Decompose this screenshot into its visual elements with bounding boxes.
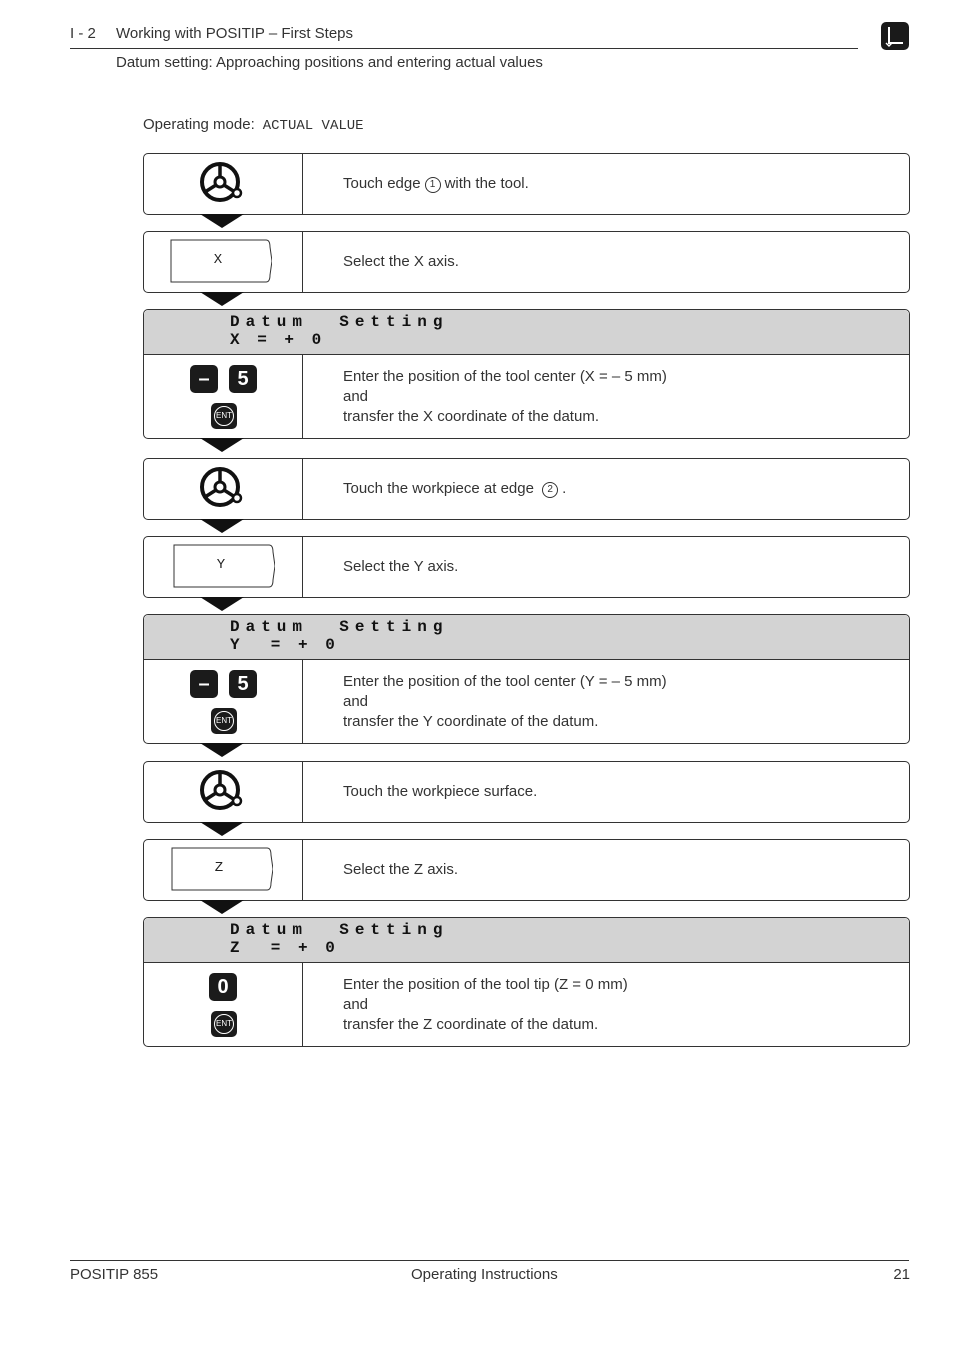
- step-select-x: [143, 231, 910, 293]
- minus-key[interactable]: –: [190, 670, 218, 698]
- ent-key-label: ENT: [214, 406, 234, 426]
- step-key-cell: [144, 660, 303, 743]
- screen-line-2: Z = + 0: [230, 939, 339, 957]
- ent-key[interactable]: [211, 1011, 237, 1037]
- footer-rule: [70, 1260, 909, 1261]
- step-description: Touch the workpiece at edge 2 .: [343, 480, 567, 497]
- ent-key[interactable]: [211, 403, 237, 429]
- operating-mode: [143, 116, 364, 134]
- edge-marker-2: 2: [542, 482, 558, 498]
- axis-key-y[interactable]: [173, 544, 275, 588]
- step-touch-edge-1: [143, 153, 910, 215]
- step-select-y: [143, 536, 910, 598]
- step-key-cell: [144, 963, 303, 1046]
- axis-key-label: Z: [214, 860, 224, 876]
- handwheel-icon: [199, 465, 245, 511]
- digit-0-key[interactable]: 0: [209, 973, 237, 1001]
- step-icon-cell: [144, 154, 303, 214]
- display-screen: [144, 310, 909, 355]
- ent-key-label: ENT: [214, 711, 234, 731]
- step-datum-z: [143, 917, 910, 1047]
- step-icon-cell: [144, 762, 303, 822]
- flow-arrow: [200, 743, 244, 757]
- step-description: Select the Y axis.: [343, 558, 459, 575]
- page-subtitle: Datum setting: Approaching positions and entering actual values: [116, 54, 543, 71]
- step-touch-edge-2: [143, 458, 910, 520]
- step-icon-cell: [144, 459, 303, 519]
- step-touch-surface: [143, 761, 910, 823]
- flow-arrow: [200, 438, 244, 452]
- ent-key[interactable]: [211, 708, 237, 734]
- header-rule: [70, 48, 858, 49]
- axis-key-z[interactable]: [171, 847, 273, 891]
- minus-key[interactable]: –: [190, 365, 218, 393]
- digit-5-key[interactable]: 5: [229, 670, 257, 698]
- step-description: Touch edge 1 with the tool.: [343, 175, 529, 192]
- edge-marker-1: 1: [425, 177, 441, 193]
- section-number: I - 2: [70, 25, 96, 42]
- screen-line-1: Datum Setting: [230, 618, 449, 636]
- flow-arrow: [200, 900, 244, 914]
- step-select-z: [143, 839, 910, 901]
- step-datum-y: [143, 614, 910, 744]
- step-description: Select the X axis.: [343, 253, 459, 270]
- digit-5-key[interactable]: 5: [229, 365, 257, 393]
- flow-arrow: [200, 822, 244, 836]
- footer-doc-type: Operating Instructions: [411, 1266, 558, 1283]
- step-key-cell: [144, 355, 303, 438]
- step-description: Enter the position of the tool center (Y = – 5 mm) and transfer the Y coordinate of the datum.: [343, 672, 667, 730]
- step-description: Select the Z axis.: [343, 861, 459, 878]
- page-number: 21: [893, 1266, 910, 1283]
- display-screen: [144, 615, 909, 660]
- screen-line-1: Datum Setting: [230, 921, 449, 939]
- handwheel-icon: [199, 160, 245, 206]
- footer-product: POSITIP 855: [70, 1266, 159, 1283]
- flow-arrow: [200, 519, 244, 533]
- display-screen: [144, 918, 909, 963]
- ent-key-label: ENT: [214, 1014, 234, 1034]
- step-datum-x: [143, 309, 910, 439]
- step-description: Enter the position of the tool tip (Z = 0 mm) and transfer the Z coordinate of the datum.: [343, 975, 628, 1033]
- operating-mode-value: ACTUAL VALUE: [262, 118, 364, 134]
- axis-key-x[interactable]: [170, 239, 272, 283]
- operating-mode-label: Operating mode:: [143, 116, 255, 133]
- step-description: Touch the workpiece surface.: [343, 783, 538, 800]
- screen-line-2: Y = + 0: [230, 636, 339, 654]
- screen-line-1: Datum Setting: [230, 313, 449, 331]
- handwheel-icon: [199, 768, 245, 814]
- chapter-title: Working with POSITIP – First Steps: [116, 25, 354, 42]
- flow-arrow: [200, 214, 244, 228]
- flow-arrow: [200, 597, 244, 611]
- axis-key-label: Y: [216, 557, 226, 573]
- axis-key-label: X: [213, 252, 223, 268]
- step-key-cell: [144, 232, 303, 292]
- step-key-cell: [144, 537, 303, 597]
- chapter-marker-icon: [881, 22, 909, 50]
- screen-line-2: X = + 0: [230, 331, 326, 349]
- step-key-cell: [144, 840, 303, 900]
- flow-arrow: [200, 292, 244, 306]
- step-description: Enter the position of the tool center (X = – 5 mm) and transfer the X coordinate of the datum.: [343, 367, 667, 425]
